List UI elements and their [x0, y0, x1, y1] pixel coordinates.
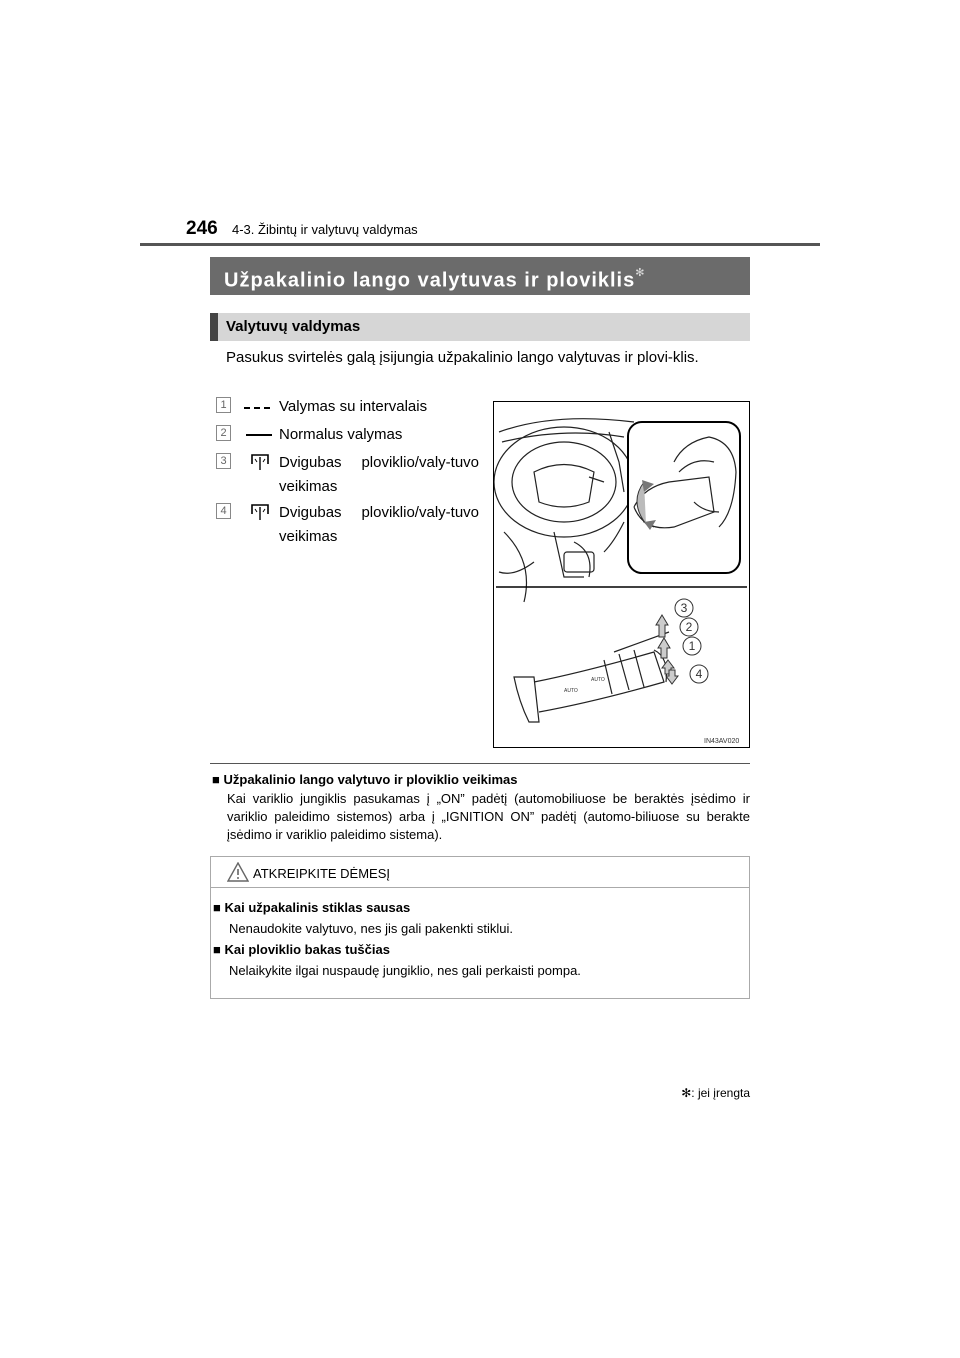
header-rule [140, 243, 820, 246]
caution-item-heading-text: Kai užpakalinis stiklas sausas [224, 900, 411, 915]
callout-3: 3 [680, 601, 688, 615]
washer-icon [249, 450, 271, 472]
illustration-drawing [494, 402, 749, 747]
caution-marker: ■ [213, 900, 221, 915]
intro-paragraph: Pasukus svirtelės galą įsijungia užpakalinio lango valytuvas ir plovi-klis. [226, 349, 699, 366]
subsection-title: Valytuvų valdymas [210, 313, 750, 341]
lever-label-auto-1: AUTO [564, 688, 578, 694]
caution-item-2 [213, 942, 581, 978]
item-text-1: Valymas su intervalais [279, 398, 428, 415]
footnote-text: : jei įrengta [691, 1086, 750, 1100]
caution-box [210, 856, 750, 999]
item-number-1: 1 [216, 397, 231, 413]
item-text-2: Normalus valymas [279, 426, 403, 443]
footnote [650, 1086, 750, 1100]
lever-label-auto-2: AUTO [591, 677, 605, 683]
section-rule [210, 763, 750, 764]
callout-4: 4 [695, 667, 703, 681]
wiper-lever-illustration [493, 401, 750, 748]
caution-marker: ■ [213, 942, 221, 957]
note-heading [212, 772, 518, 787]
section-title [210, 257, 750, 295]
caution-item-heading-text: Kai ploviklio bakas tuščias [224, 942, 390, 957]
caution-title: ATKREIPKITE DĖMESĮ [253, 866, 391, 881]
caution-item-heading [213, 942, 581, 957]
note-marker: ■ [212, 772, 220, 787]
caution-item-heading [213, 900, 513, 915]
running-head: 4-3. Žibintų ir valytuvų valdymas [232, 222, 418, 237]
item-text-4: Dvigubas ploviklio/valy-tuvo veikimas [279, 504, 479, 545]
dashed-line-icon [243, 406, 273, 410]
caution-header [211, 857, 749, 888]
section-title-text: Užpakalinio lango valytuvas ir ploviklis [224, 269, 636, 292]
callout-2: 2 [685, 620, 693, 634]
callout-1: 1 [688, 639, 696, 653]
solid-line-icon [245, 433, 273, 437]
caution-item-1 [213, 900, 513, 936]
caution-item-body: Nelaikykite ilgai nuspaudę jungiklio, nes gali perkaisti pompa. [229, 963, 581, 978]
item-number-2: 2 [216, 425, 231, 441]
figure-code: IN43AV020 [704, 738, 740, 745]
item-number-4: 4 [216, 503, 231, 519]
footnote-marker: ✻ [681, 1086, 692, 1100]
warning-triangle-icon [227, 862, 249, 882]
washer-icon [249, 500, 271, 522]
item-number-3: 3 [216, 453, 231, 469]
optional-marker: ✻ [635, 267, 646, 279]
page-number: 246 [186, 218, 218, 239]
caution-item-body: Nenaudokite valytuvo, nes jis gali pakenkti stiklui. [229, 921, 513, 936]
item-list [216, 397, 486, 547]
note-heading-text: Užpakalinio lango valytuvo ir ploviklio veikimas [223, 772, 518, 787]
note-body: Kai variklio jungiklis pasukamas į „ON” padėtį (automobiliuose be beraktės įsėdimo ir variklio paleidimo sistemos) arba į „IGNITION ON” padėtį (automo-biliuose su berakte įsėdimo ir variklio paleidimo sistema). [227, 791, 750, 842]
item-text-3: Dvigubas ploviklio/valy-tuvo veikimas [279, 454, 479, 495]
